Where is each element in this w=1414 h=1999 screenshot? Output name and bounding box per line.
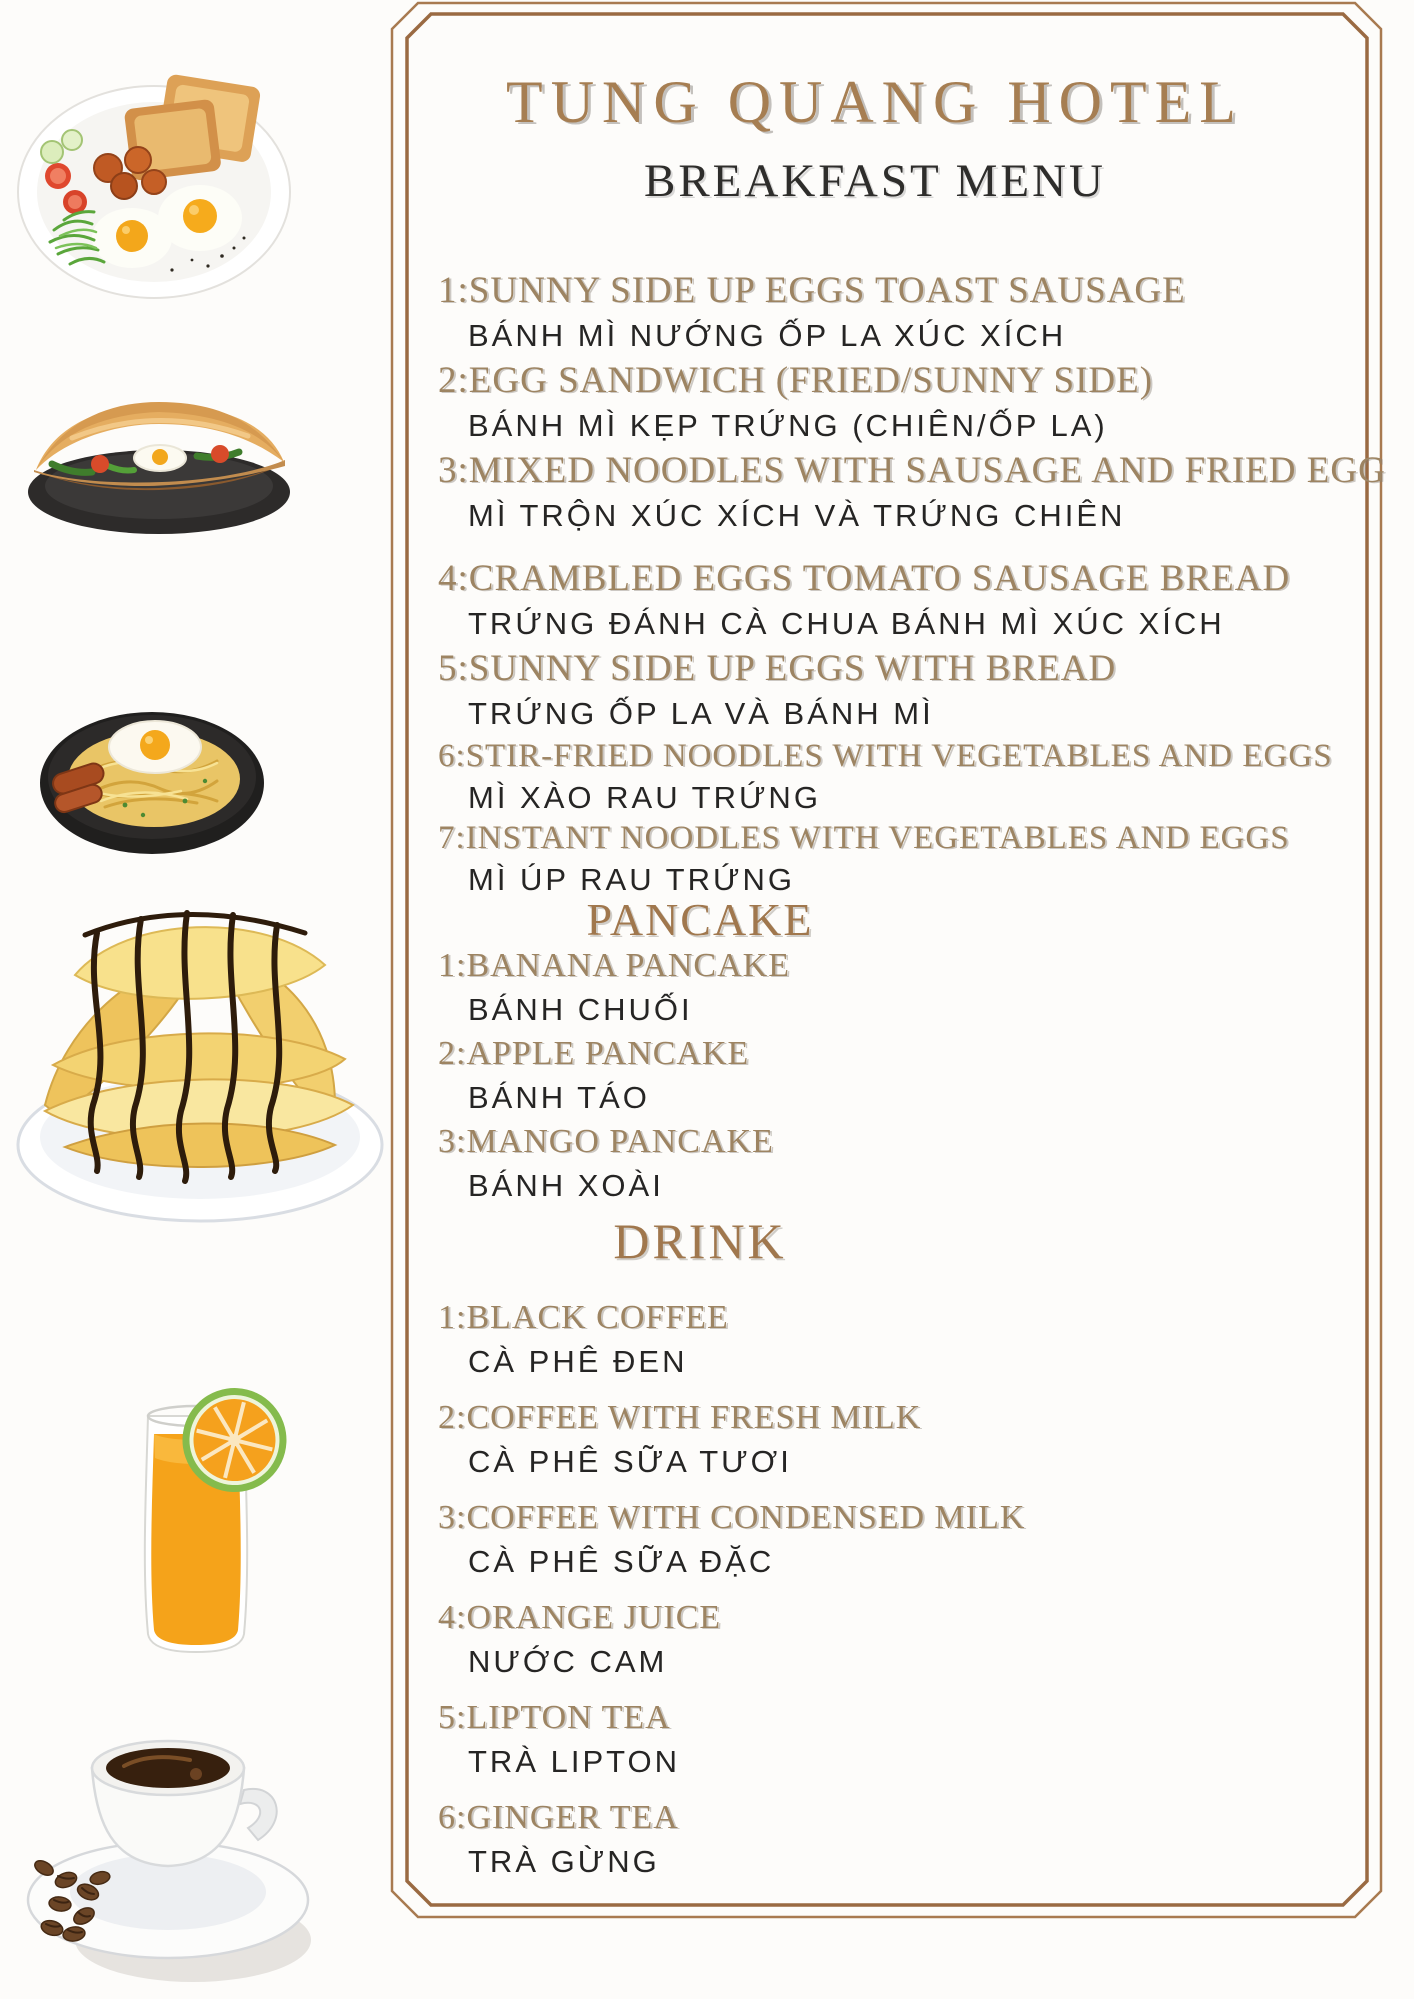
item-name-en: 6:STIR-FRIED NOODLES WITH VEGETABLES AND EGGS — [438, 738, 1333, 774]
menu-item — [438, 1032, 1388, 1120]
item-name-vi: CÀ PHÊ ĐEN — [468, 1344, 688, 1379]
drink-section-header: DRINK — [613, 1213, 787, 1269]
pancake-section — [438, 944, 1388, 1208]
menu-item — [438, 1296, 1388, 1384]
drink-section — [438, 1296, 1388, 1896]
item-name-vi: TRÀ LIPTON — [468, 1744, 681, 1779]
breakfast-plate-image — [12, 70, 297, 305]
item-name-en: 2:COFFEE WITH FRESH MILK — [438, 1399, 922, 1436]
item-name-vi: BÁNH TÁO — [468, 1080, 650, 1115]
menu-item — [438, 448, 1388, 538]
orange-juice-image — [118, 1350, 293, 1655]
item-name-en: 5:LIPTON TEA — [438, 1699, 671, 1736]
item-name-en: 4:ORANGE JUICE — [438, 1599, 722, 1636]
menu-item — [438, 1396, 1388, 1484]
menu-item — [438, 944, 1388, 1032]
menu-item — [438, 556, 1388, 646]
item-name-vi: TRỨNG ĐÁNH CÀ CHUA BÁNH MÌ XÚC XÍCH — [468, 606, 1225, 641]
item-name-vi: CÀ PHÊ SỮA ĐẶC — [468, 1544, 775, 1579]
item-name-vi: TRỨNG ỐP LA VÀ BÁNH MÌ — [468, 696, 934, 731]
item-name-vi: MÌ TRỘN XÚC XÍCH VÀ TRỨNG CHIÊN — [468, 498, 1126, 533]
item-name-en: 3:COFFEE WITH CONDENSED MILK — [438, 1499, 1026, 1536]
hotel-title: TUNG QUANG HOTEL — [506, 69, 1244, 135]
menu-item — [438, 736, 1388, 818]
menu-item — [438, 646, 1388, 736]
menu-item — [438, 1596, 1388, 1684]
pancake-plate-image — [5, 855, 390, 1230]
breakfast-section — [438, 268, 1388, 900]
item-name-vi: MÌ ÚP RAU TRỨNG — [468, 862, 795, 897]
item-name-vi: BÁNH XOÀI — [468, 1168, 664, 1203]
item-name-en: 3:MANGO PANCAKE — [438, 1123, 774, 1160]
menu-item — [438, 1120, 1388, 1208]
item-name-vi: BÁNH CHUỐI — [468, 992, 693, 1027]
item-name-vi: MÌ XÀO RAU TRỨNG — [468, 780, 821, 815]
menu-subtitle: BREAKFAST MENU — [643, 155, 1107, 207]
item-name-en: 1:SUNNY SIDE UP EGGS TOAST SAUSAGE — [438, 270, 1186, 311]
item-name-en: 2:APPLE PANCAKE — [438, 1035, 750, 1072]
menu-item — [438, 818, 1388, 900]
menu-item — [438, 1496, 1388, 1584]
pancake-section-header: PANCAKE — [586, 894, 814, 945]
item-name-en: 3:MIXED NOODLES WITH SAUSAGE AND FRIED EGG — [438, 450, 1386, 491]
item-name-en: 2:EGG SANDWICH (FRIED/SUNNY SIDE) — [438, 360, 1154, 401]
item-name-en: 5:SUNNY SIDE UP EGGS WITH BREAD — [438, 648, 1117, 689]
menu-item — [438, 1696, 1388, 1784]
menu-item — [438, 268, 1388, 358]
egg-sandwich-image — [22, 372, 297, 537]
item-name-vi: BÁNH MÌ NƯỚNG ỐP LA XÚC XÍCH — [468, 318, 1067, 353]
item-name-en: 1:BANANA PANCAKE — [438, 947, 790, 984]
item-name-vi: TRÀ GỪNG — [468, 1844, 660, 1879]
fried-noodles-image — [35, 685, 270, 860]
item-name-vi: NƯỚC CAM — [468, 1644, 668, 1679]
item-name-vi: CÀ PHÊ SỮA TƯƠI — [468, 1444, 792, 1479]
item-name-en: 6:GINGER TEA — [438, 1799, 679, 1836]
item-name-en: 4:CRAMBLED EGGS TOMATO SAUSAGE BREAD — [438, 558, 1291, 599]
item-name-en: 1:BLACK COFFEE — [438, 1299, 729, 1336]
menu-item — [438, 358, 1388, 448]
item-name-en: 7:INSTANT NOODLES WITH VEGETABLES AND EGGS — [438, 820, 1290, 856]
menu-item — [438, 1796, 1388, 1884]
item-name-vi: BÁNH MÌ KẸP TRỨNG (CHIÊN/ỐP LA) — [468, 408, 1108, 443]
coffee-cup-image — [8, 1672, 313, 1997]
